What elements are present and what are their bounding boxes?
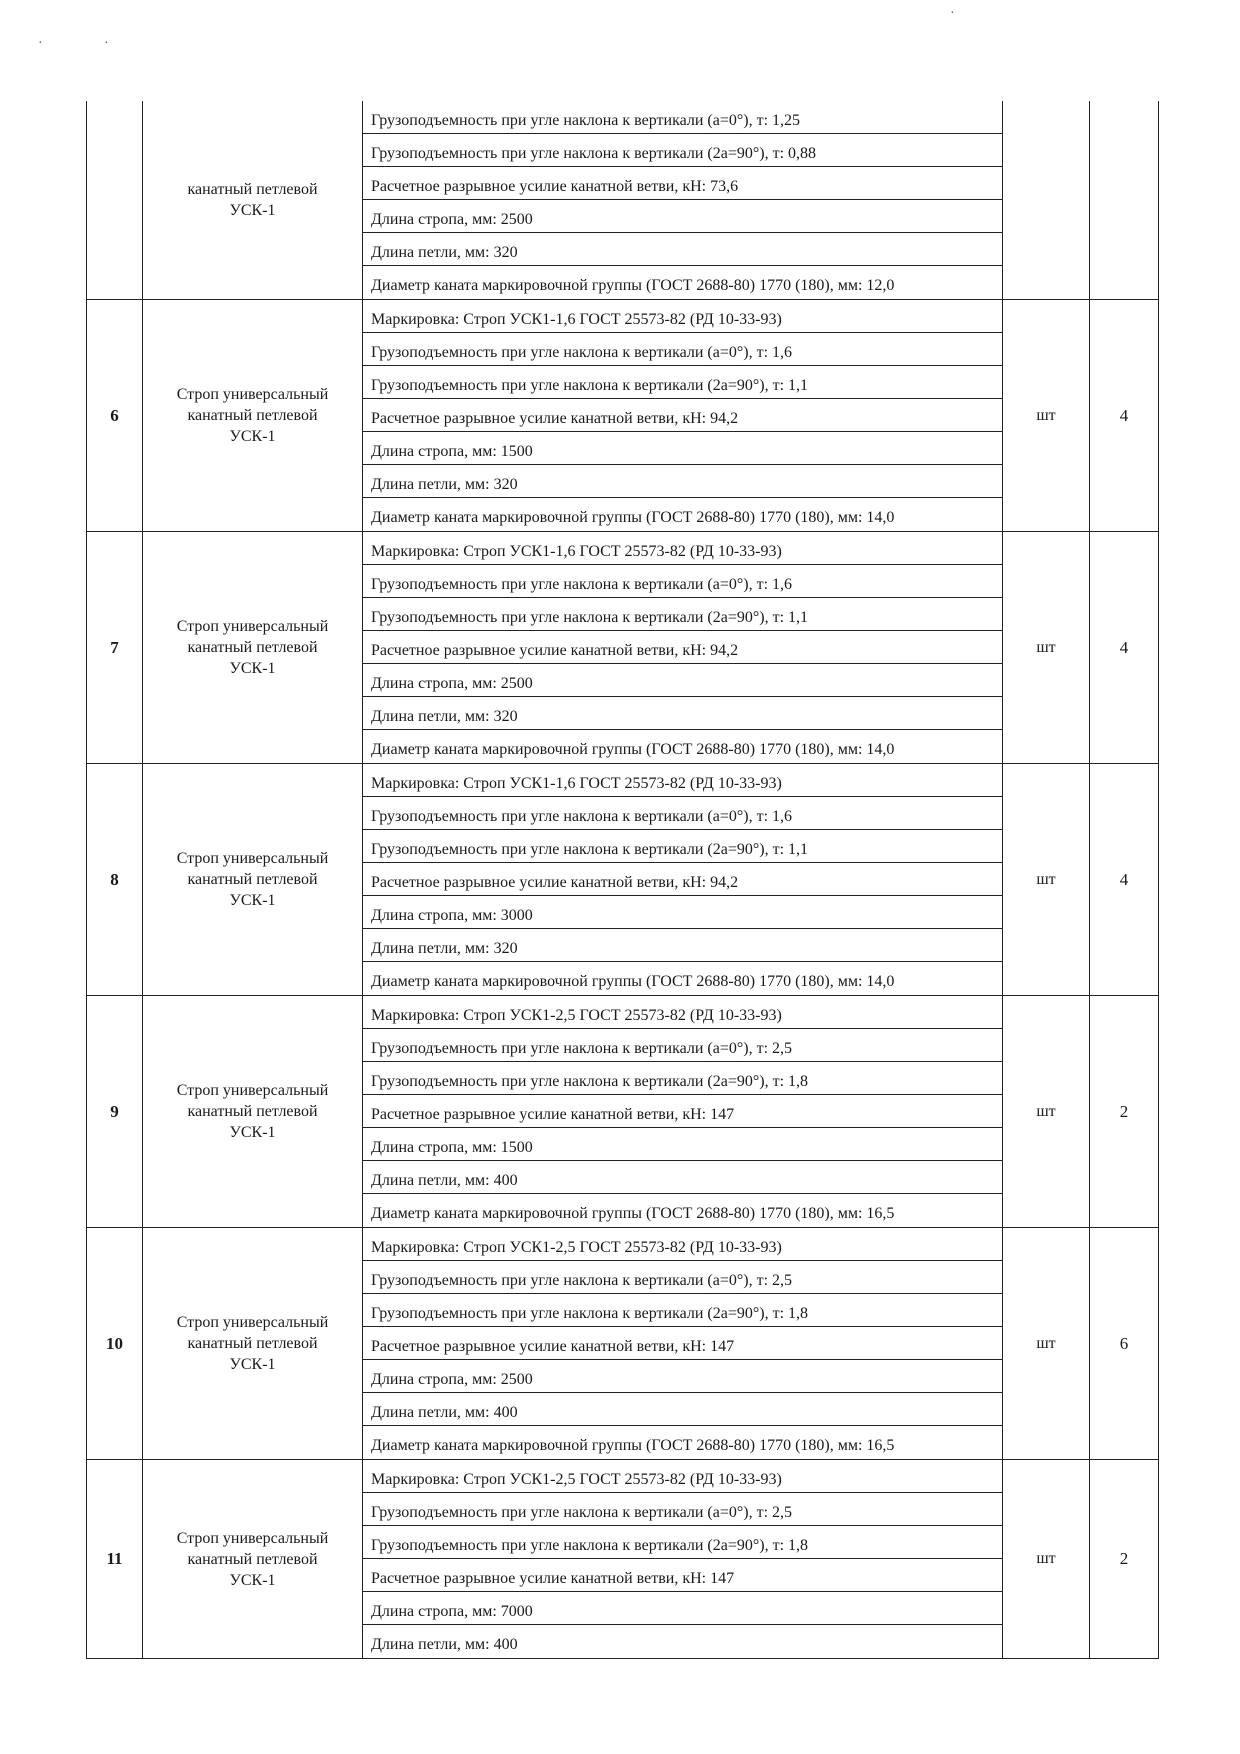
parameter-line: Грузоподъемность при угле наклона к вертикали (a=0°), т: 2,5	[363, 1493, 1002, 1526]
parameter-line: Длина стропа, мм: 2500	[363, 664, 1002, 697]
parameter-line: Расчетное разрывное усилие канатной ветви, кН: 94,2	[363, 863, 1002, 896]
item-name	[143, 300, 363, 532]
item-name-line: канатный петлевой	[187, 639, 318, 656]
item-number: 11	[87, 1460, 143, 1659]
item-parameters	[363, 1460, 1003, 1659]
parameter-line: Маркировка: Строп УСК1-1,6 ГОСТ 25573-82 (РД 10-33-93)	[363, 300, 1002, 333]
scan-speck: ·	[950, 6, 955, 21]
table-row	[87, 101, 1159, 300]
parameter-line: Грузоподъемность при угле наклона к вертикали (2a=90°), т: 0,88	[363, 134, 1002, 167]
parameter-line: Маркировка: Строп УСК1-2,5 ГОСТ 25573-82 (РД 10-33-93)	[363, 1460, 1002, 1493]
parameter-line: Длина стропа, мм: 7000	[363, 1592, 1002, 1625]
parameter-line: Длина стропа, мм: 2500	[363, 1360, 1002, 1393]
quantity: 2	[1090, 996, 1159, 1228]
item-name	[143, 101, 363, 300]
item-number: 7	[87, 532, 143, 764]
parameter-line: Длина петли, мм: 400	[363, 1161, 1002, 1194]
quantity	[1090, 101, 1159, 300]
item-number: 8	[87, 764, 143, 996]
table-row	[87, 764, 1159, 996]
parameter-line: Грузоподъемность при угле наклона к вертикали (2a=90°), т: 1,8	[363, 1526, 1002, 1559]
item-name-line: канатный петлевой	[187, 1335, 318, 1352]
item-parameters	[363, 532, 1003, 764]
unit-of-measure: шт	[1003, 300, 1090, 532]
parameter-line: Диаметр каната маркировочной группы (ГОСТ 2688-80) 1770 (180), мм: 14,0	[371, 973, 895, 990]
item-name-line: канатный петлевой	[187, 1103, 318, 1120]
parameter-line: Длина стропа, мм: 1500	[363, 1128, 1002, 1161]
item-name-line: канатный петлевой	[187, 871, 318, 888]
parameter-line: Расчетное разрывное усилие канатной ветви, кН: 73,6	[363, 167, 1002, 200]
parameter-line: Грузоподъемность при угле наклона к вертикали (2a=90°), т: 1,1	[363, 366, 1002, 399]
item-name	[143, 1228, 363, 1460]
parameter-line: Длина стропа, мм: 2500	[363, 200, 1002, 233]
unit-of-measure: шт	[1003, 996, 1090, 1228]
quantity: 4	[1090, 532, 1159, 764]
item-name-line: УСК-1	[229, 1124, 276, 1141]
parameter-line: Длина стропа, мм: 3000	[363, 896, 1002, 929]
item-parameters	[363, 101, 1003, 300]
unit-of-measure: шт	[1003, 1228, 1090, 1460]
parameter-line: Маркировка: Строп УСК1-2,5 ГОСТ 25573-82 (РД 10-33-93)	[363, 996, 1002, 1029]
item-number: 10	[87, 1228, 143, 1460]
parameter-line: Длина петли, мм: 400	[363, 1393, 1002, 1426]
item-parameters	[363, 996, 1003, 1228]
item-name-line: канатный петлевой	[187, 407, 318, 424]
item-name	[143, 532, 363, 764]
item-parameters	[363, 764, 1003, 996]
item-number: 9	[87, 996, 143, 1228]
parameter-line: Грузоподъемность при угле наклона к вертикали (a=0°), т: 2,5	[363, 1029, 1002, 1062]
parameter-line: Расчетное разрывное усилие канатной ветви, кН: 147	[363, 1327, 1002, 1360]
item-name	[143, 1460, 363, 1659]
item-name-line: канатный петлевой	[187, 181, 318, 198]
parameter-line: Грузоподъемность при угле наклона к вертикали (2a=90°), т: 1,1	[363, 830, 1002, 863]
scan-speck: ·	[38, 36, 43, 51]
parameter-line: Длина петли, мм: 320	[363, 465, 1002, 498]
parameter-line: Грузоподъемность при угле наклона к вертикали (2a=90°), т: 1,8	[363, 1062, 1002, 1095]
item-parameters	[363, 1228, 1003, 1460]
parameter-line: Длина петли, мм: 320	[363, 929, 1002, 962]
parameter-line: Маркировка: Строп УСК1-1,6 ГОСТ 25573-82 (РД 10-33-93)	[363, 764, 1002, 797]
table-row	[87, 1460, 1159, 1659]
specification-table	[86, 101, 1159, 1659]
parameter-line: Маркировка: Строп УСК1-2,5 ГОСТ 25573-82 (РД 10-33-93)	[363, 1228, 1002, 1261]
item-name-line: Строп универсальный	[176, 1314, 329, 1331]
item-name-line: Строп универсальный	[176, 386, 329, 403]
unit-of-measure: шт	[1003, 1460, 1090, 1659]
parameter-line: Расчетное разрывное усилие канатной ветви, кН: 94,2	[363, 399, 1002, 432]
parameter-line: Грузоподъемность при угле наклона к вертикали (a=0°), т: 1,25	[363, 101, 1002, 134]
parameter-line: Диаметр каната маркировочной группы (ГОСТ 2688-80) 1770 (180), мм: 14,0	[371, 509, 895, 526]
item-parameters	[363, 300, 1003, 532]
scan-speck: ·	[104, 36, 109, 51]
parameter-line: Маркировка: Строп УСК1-1,6 ГОСТ 25573-82 (РД 10-33-93)	[363, 532, 1002, 565]
item-name-line: УСК-1	[229, 428, 276, 445]
item-name-line: УСК-1	[229, 1571, 276, 1589]
table-row	[87, 1228, 1159, 1460]
parameter-line: Длина петли, мм: 320	[363, 233, 1002, 266]
item-number	[87, 101, 143, 300]
parameter-line: Диаметр каната маркировочной группы (ГОСТ 2688-80) 1770 (180), мм: 16,5	[371, 1437, 895, 1454]
item-name	[143, 764, 363, 996]
item-name-line: Строп универсальный	[176, 850, 329, 867]
parameter-line: Расчетное разрывное усилие канатной ветви, кН: 147	[363, 1095, 1002, 1128]
item-name-line: канатный петлевой	[187, 1550, 318, 1568]
parameter-line: Грузоподъемность при угле наклона к вертикали (2a=90°), т: 1,8	[363, 1294, 1002, 1327]
parameter-line: Грузоподъемность при угле наклона к вертикали (2a=90°), т: 1,1	[363, 598, 1002, 631]
table-row	[87, 996, 1159, 1228]
item-name-line: Строп универсальный	[176, 1082, 329, 1099]
quantity: 4	[1090, 300, 1159, 532]
parameter-line: Грузоподъемность при угле наклона к вертикали (a=0°), т: 2,5	[363, 1261, 1002, 1294]
parameter-line: Расчетное разрывное усилие канатной ветви, кН: 147	[363, 1559, 1002, 1592]
parameter-line: Грузоподъемность при угле наклона к вертикали (a=0°), т: 1,6	[363, 565, 1002, 598]
item-name-line: УСК-1	[229, 202, 276, 219]
parameter-line: Диаметр каната маркировочной группы (ГОСТ 2688-80) 1770 (180), мм: 12,0	[371, 277, 895, 294]
parameter-line: Длина стропа, мм: 1500	[363, 432, 1002, 465]
quantity: 6	[1090, 1228, 1159, 1460]
parameter-line: Диаметр каната маркировочной группы (ГОСТ 2688-80) 1770 (180), мм: 16,5	[371, 1205, 895, 1222]
parameter-line: Длина петли, мм: 320	[363, 697, 1002, 730]
item-name-line: УСК-1	[229, 1356, 276, 1373]
parameter-line: Грузоподъемность при угле наклона к вертикали (a=0°), т: 1,6	[363, 797, 1002, 830]
item-name-line: Строп универсальный	[176, 618, 329, 635]
parameter-line: Расчетное разрывное усилие канатной ветви, кН: 94,2	[363, 631, 1002, 664]
unit-of-measure	[1003, 101, 1090, 300]
item-name-line: Строп универсальный	[176, 1529, 329, 1547]
unit-of-measure: шт	[1003, 764, 1090, 996]
table-row	[87, 300, 1159, 532]
unit-of-measure: шт	[1003, 532, 1090, 764]
parameter-line: Диаметр каната маркировочной группы (ГОСТ 2688-80) 1770 (180), мм: 14,0	[371, 741, 895, 758]
item-name-line: УСК-1	[229, 892, 276, 909]
parameter-line: Грузоподъемность при угле наклона к вертикали (a=0°), т: 1,6	[363, 333, 1002, 366]
item-number: 6	[87, 300, 143, 532]
item-name	[143, 996, 363, 1228]
table-row	[87, 532, 1159, 764]
item-name-line: УСК-1	[229, 660, 276, 677]
parameter-line: Длина петли, мм: 400	[371, 1636, 518, 1653]
quantity: 4	[1090, 764, 1159, 996]
quantity: 2	[1090, 1460, 1159, 1659]
